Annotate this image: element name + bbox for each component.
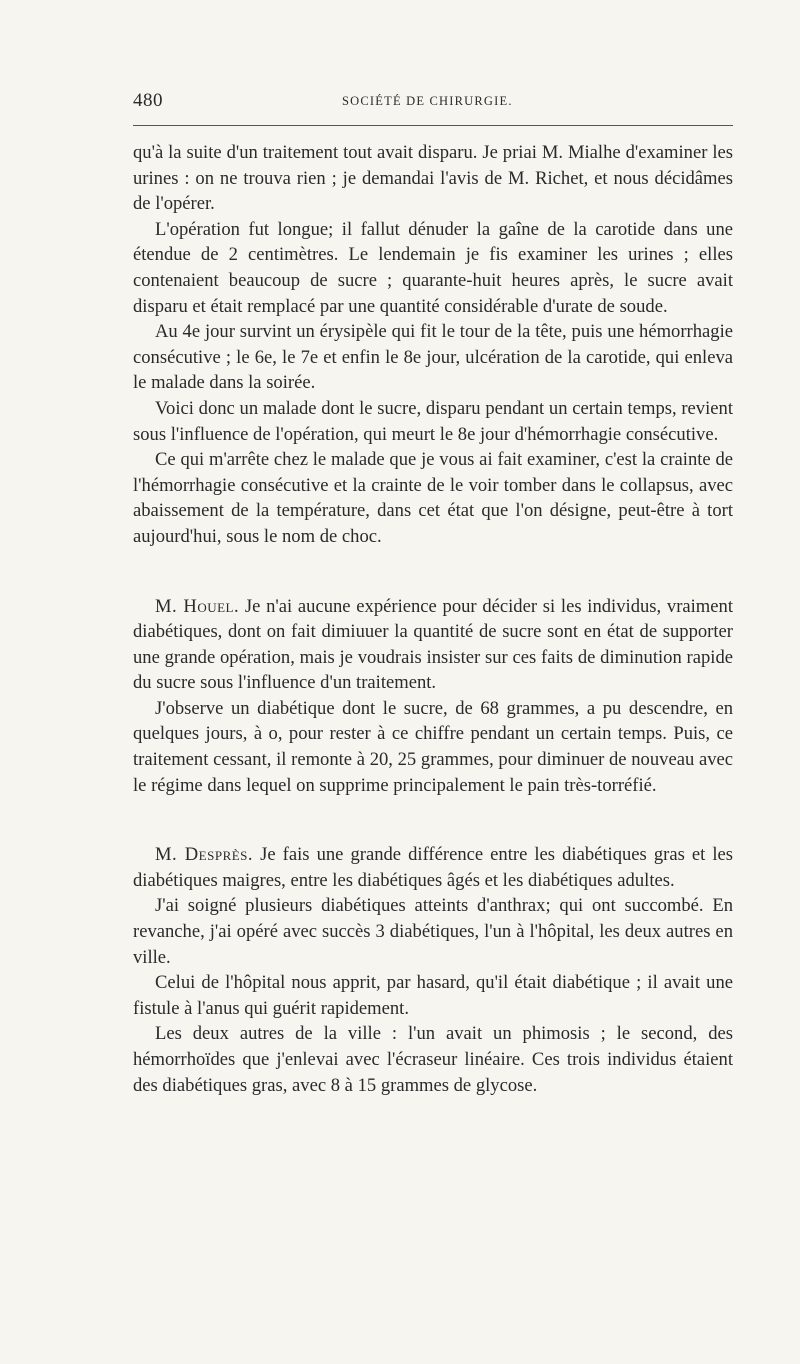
body-text xyxy=(133,140,733,1098)
section-gap xyxy=(133,798,733,842)
paragraph: Ce qui m'arrête chez le malade que je vous ai fait examiner, c'est la crainte de l'hémorrhagie consécutive et la crainte de le voir tomber dans le collapsus, avec abaissement de la température, dans cet état que l'on désigne, peut-être à tort aujourd'hui, sous le nom de choc. xyxy=(133,449,733,547)
page-number: 480 xyxy=(133,90,163,111)
paragraph: Celui de l'hôpital nous apprit, par hasard, qu'il était diabétique ; il avait une fistule à l'anus qui guérit rapidement. xyxy=(133,972,733,1019)
running-title: SOCIÉTÉ DE CHIRURGIE. xyxy=(342,94,513,108)
paragraph-text: Je n'ai aucune expérience pour décider si les individus, vraiment diabétiques, dont on fait dimiuuer la quantité de sucre sont en état de supporter une grande opération, mais je voudrais insister sur ces faits de diminution rapide du sucre sous l'influence d'un traitement. xyxy=(133,595,733,694)
paragraph: Au 4e jour survint un érysipèle qui fit le tour de la tête, puis une hémorrhagie consécutive ; le 6e, le 7e et enfin le 8e jour, ulcération de la carotide, qui enleva le malade dans la soirée. xyxy=(133,321,733,394)
page-header xyxy=(133,88,733,118)
paragraph: J'ai soigné plusieurs diabétiques atteints d'anthrax; qui ont succombé. En revanche, j'ai opéré avec succès 3 diabétiques, l'un à l'hôpital, les deux autres en ville. xyxy=(133,895,733,968)
speaker-paragraph xyxy=(133,842,733,893)
header-rule xyxy=(133,125,733,126)
section-gap xyxy=(133,550,733,594)
speaker-name: M. Houel. xyxy=(155,595,240,617)
speaker-paragraph xyxy=(133,594,733,696)
paragraph: J'observe un diabétique dont le sucre, de 68 grammes, a pu descendre, en quelques jours, à o, pour rester à ce chiffre pendant un certain temps. Puis, ce traitement cessant, il remonte à 20, 25 grammes, pour diminuer de nouveau avec le régime dans lequel on supprime principalement le pain très-torréfié. xyxy=(133,697,733,796)
paragraph: Les deux autres de la ville : l'un avait un phimosis ; le second, des hémorrhoïdes que j'enlevai avec l'écraseur linéaire. Ces trois individus étaient des diabétiques gras, avec 8 à 15 grammes de glycose. xyxy=(133,1023,733,1096)
paragraph: qu'à la suite d'un traitement tout avait disparu. Je priai M. Mialhe d'examiner les urines : on ne trouva rien ; je demandai l'avis de M. Richet, et nous décidâmes de l'opérer. xyxy=(133,142,733,215)
paragraph: Voici donc un malade dont le sucre, disparu pendant un certain temps, revient sous l'influence de l'opération, qui meurt le 8e jour d'hémorrhagie consécutive. xyxy=(133,397,733,445)
paragraph: L'opération fut longue; il fallut dénuder la gaîne de la carotide dans une étendue de 2 centimètres. Le lendemain je fis examiner les urines ; elles contenaient beaucoup de sucre ; quarante-huit heures après, le sucre avait disparu et était remplacé par une quantité considérable d'urate de soude. xyxy=(133,218,733,317)
speaker-name: M. Desprès. xyxy=(155,844,254,866)
paragraph-text: Je fais une grande différence entre les diabétiques gras et les diabétiques maigres, entre les diabétiques âgés et les diabétiques adultes. xyxy=(133,844,733,891)
